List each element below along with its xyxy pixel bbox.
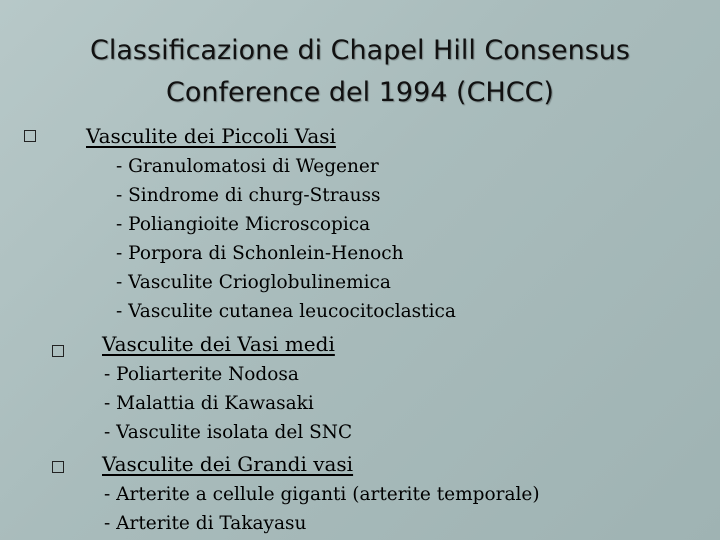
section-heading-medium-vessels: Vasculite dei Vasi medi: [102, 332, 335, 356]
list-item: - Poliarterite Nodosa: [104, 364, 299, 385]
square-bullet-icon: [52, 345, 64, 357]
list-item: - Porpora di Schonlein-Henoch: [116, 243, 404, 264]
section-list-large-vessels: [104, 480, 540, 538]
list-item: - Vasculite Crioglobulinemica: [116, 272, 391, 293]
square-bullet-icon: [52, 461, 64, 473]
list-item: - Arterite di Takayasu: [104, 513, 307, 534]
list-item: - Malattia di Kawasaki: [104, 393, 314, 414]
section-list-medium-vessels: [104, 360, 352, 447]
section-list-small-vessels: [116, 152, 456, 326]
slide-title: [0, 30, 720, 114]
title-line-1: Classificazione di Chapel Hill Consensus: [90, 35, 630, 66]
section-heading-large-vessels: Vasculite dei Grandi vasi: [102, 452, 354, 476]
list-item: - Arterite a cellule giganti (arterite temporale): [104, 484, 540, 505]
list-item: - Poliangioite Microscopica: [116, 214, 371, 235]
list-item: - Vasculite isolata del SNC: [104, 422, 353, 443]
list-item: - Vasculite cutanea leucocitoclastica: [116, 301, 456, 322]
title-line-2: Conference del 1994 (CHCC): [166, 77, 554, 108]
section-heading-small-vessels: Vasculite dei Piccoli Vasi: [86, 124, 336, 148]
list-item: - Granulomatosi di Wegener: [116, 156, 379, 177]
list-item: - Sindrome di churg-Strauss: [116, 185, 381, 206]
square-bullet-icon: [24, 130, 36, 142]
